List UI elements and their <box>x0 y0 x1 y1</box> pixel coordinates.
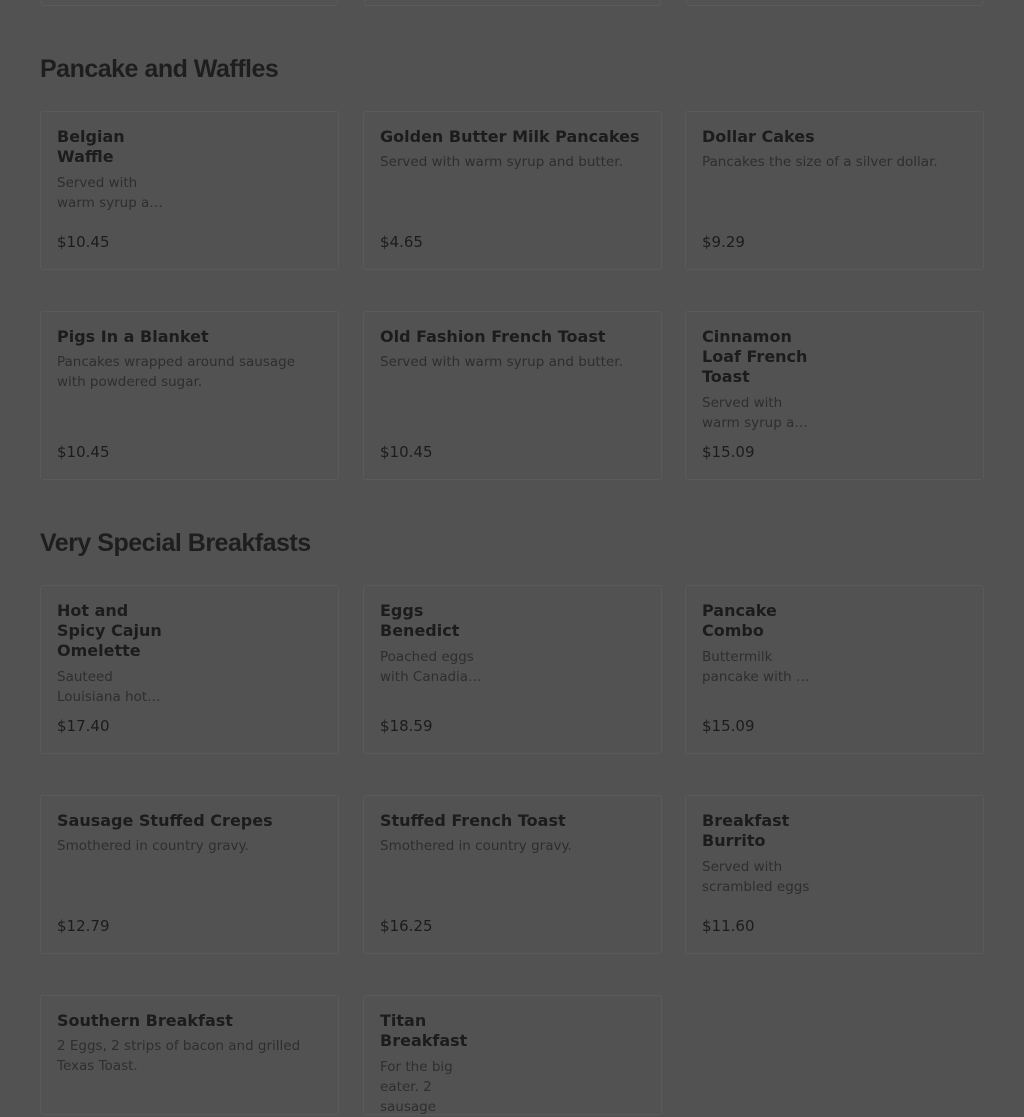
menu-item-price: $15.09 <box>702 717 755 735</box>
menu-item-description: Smothered in country gravy. <box>380 838 572 854</box>
menu-item-price: $10.45 <box>380 443 433 461</box>
menu-item-name: Old Fashion French Toast <box>380 327 606 346</box>
menu-item-description: Pancakes the size of a silver dollar. <box>702 154 938 170</box>
menu-item-name: Sausage Stuffed Crepes <box>57 811 273 830</box>
menu-item-name: Eggs Benedict <box>380 601 460 640</box>
menu-item-price: $15.09 <box>702 443 755 461</box>
menu-item-card[interactable] <box>40 585 339 754</box>
menu-item-card[interactable] <box>40 111 339 270</box>
menu-item-name: Golden Butter Milk Pancakes <box>380 127 640 146</box>
menu-item-price: $4.65 <box>380 233 423 251</box>
menu-item-name: Titan Breakfast <box>380 1011 468 1050</box>
menu-item-card[interactable] <box>40 311 339 480</box>
menu-item-description: Served with warm syrup and butter. <box>380 354 623 370</box>
menu-item-price: $11.60 <box>702 917 755 935</box>
previous-section-card[interactable] <box>364 0 661 6</box>
menu-item-card[interactable] <box>363 585 662 754</box>
previous-section-card[interactable] <box>41 0 338 6</box>
menu-item-price: $17.40 <box>57 717 110 735</box>
menu-item-price: $10.45 <box>57 233 110 251</box>
menu-item-price: $18.59 <box>380 717 433 735</box>
previous-section-card[interactable] <box>686 0 983 6</box>
menu-item-description: Poached eggs with Canadian <box>380 649 477 685</box>
menu-item-description: Served with warm syrup and <box>702 395 812 431</box>
menu-item-description: Sauteed Louisiana hot <box>57 669 148 705</box>
menu-item-card[interactable] <box>685 795 984 954</box>
menu-item-price: $12.79 <box>57 917 110 935</box>
menu-item-card[interactable] <box>363 111 662 270</box>
menu-item-name: Pigs In a Blanket <box>57 327 209 346</box>
section-title-pancake-and-waffles: Pancake and Waffles <box>40 55 279 83</box>
menu-item-card[interactable] <box>363 795 662 954</box>
menu-item-description: For the big eater. 2 sausage <box>380 1059 453 1115</box>
menu-item-price: $9.29 <box>702 233 745 251</box>
menu-item-name: Breakfast Burrito <box>702 811 790 850</box>
menu-item-card[interactable] <box>685 311 984 480</box>
menu-item-price: $16.25 <box>380 917 433 935</box>
menu-item-card[interactable] <box>363 311 662 480</box>
menu-item-card[interactable] <box>40 995 339 1115</box>
menu-item-card[interactable] <box>363 995 662 1115</box>
menu-item-name: Belgian Waffle <box>57 127 125 166</box>
menu-item-price: $10.45 <box>57 443 110 461</box>
menu-item-name: Dollar Cakes <box>702 127 815 146</box>
menu-item-description: Served with warm syrup and <box>57 175 167 211</box>
menu-item-description: Smothered in country gravy. <box>57 838 249 854</box>
menu-item-name: Pancake Combo <box>702 601 777 640</box>
menu-item-name: Stuffed French Toast <box>380 811 566 830</box>
menu-item-card[interactable] <box>40 795 339 954</box>
menu-item-description: 2 Eggs, 2 strips of bacon and grilled Texas Toast. <box>57 1038 301 1074</box>
menu-item-card[interactable] <box>685 585 984 754</box>
menu-item-card[interactable] <box>685 111 984 270</box>
menu-item-description: Pancakes wrapped around sausage with powdered sugar. <box>57 354 295 390</box>
menu-item-name: Southern Breakfast <box>57 1011 233 1030</box>
menu-item-description: Served with scrambled eggs <box>702 859 810 895</box>
menu-item-description: Served with warm syrup and butter. <box>380 154 623 170</box>
menu-item-description: Buttermilk pancake with 2 <box>702 649 805 685</box>
section-title-very-special-breakfasts: Very Special Breakfasts <box>40 529 311 557</box>
menu-item-name: Cinnamon Loaf French Toast <box>702 327 808 386</box>
menu-item-name: Hot and Spicy Cajun Omelette <box>57 601 162 660</box>
